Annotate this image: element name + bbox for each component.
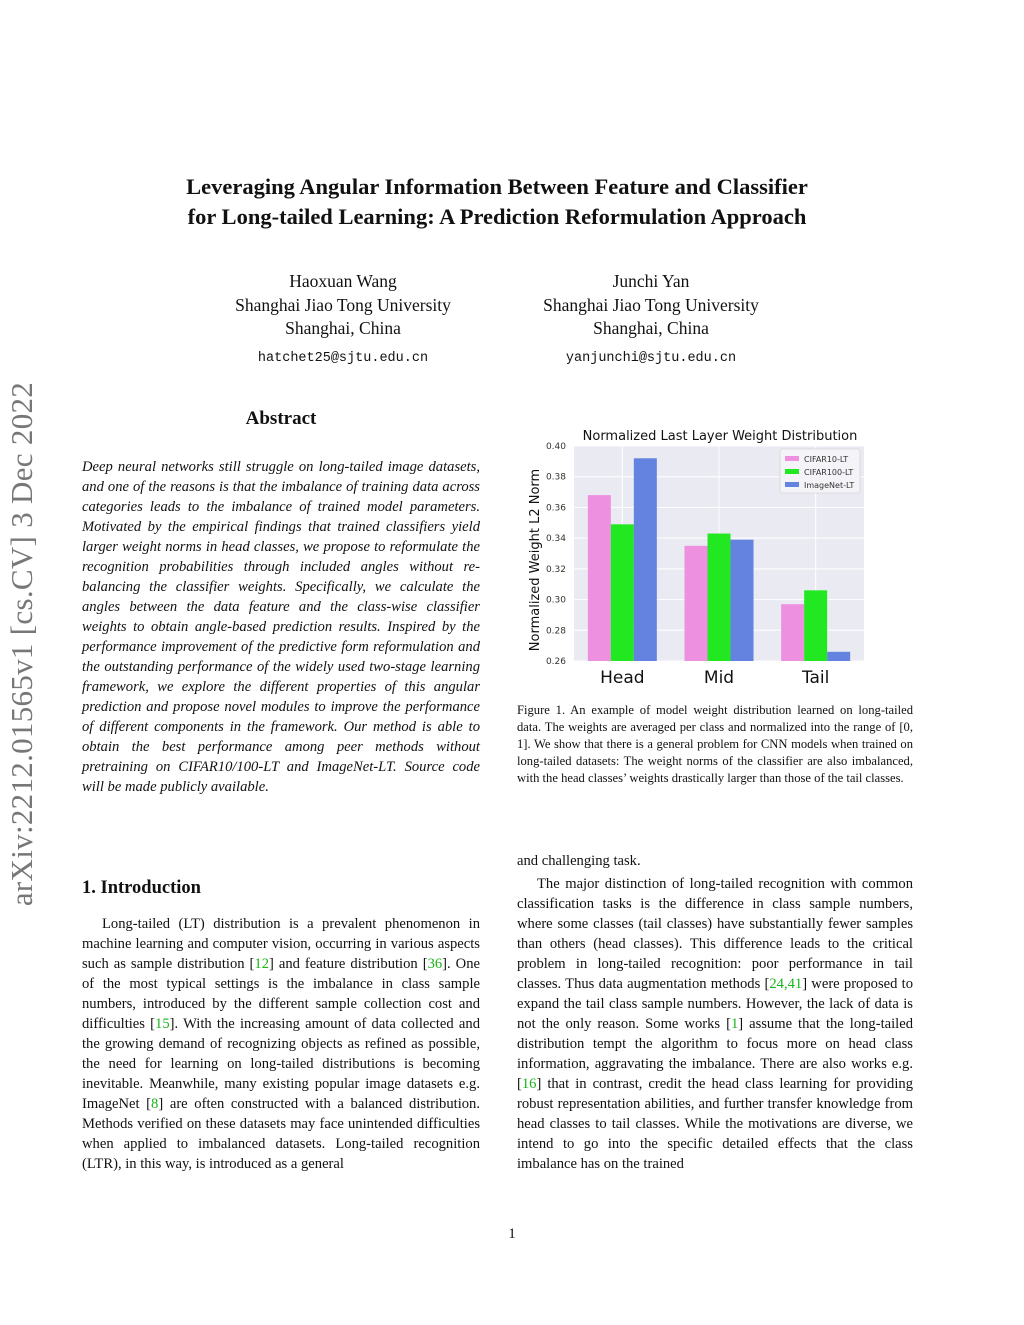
bar-cifar100-lt-head xyxy=(611,524,634,661)
legend-label: CIFAR100-LT xyxy=(804,468,854,477)
citation-link[interactable]: 12 xyxy=(254,956,269,972)
x-tick-label: Head xyxy=(600,668,645,688)
abstract-text: Deep neural networks still struggle on long-tailed image datasets, and one of the reasons is that the imbalance of training data across categories leads to the imbalance of trained model parameters. Motivated by the empirical findings that trained classifiers yield larger weight norms in head classes, we propose to reformulate the recognition probabilities through included angles without re-balancing the classifier weights. Specifically, we calculate the angles between the data feature and the class-wise classifier weights to obtain angle-based prediction results. Inspired by the performance improvement of the predictive form reformulation and the outstanding performance of the widely used two-stage learning framework, we explore the different properties of this angular prediction and propose novel modules to improve the performance of different components in the framework. Our method is able to obtain the best performance among peer methods without pretraining on CIFAR10/100-LT and ImageNet-LT. Source code will be made publicly available. xyxy=(82,459,480,795)
bar-cifar10-lt-mid xyxy=(685,546,708,661)
y-tick-label: 0.30 xyxy=(545,595,566,606)
y-tick-label: 0.40 xyxy=(545,442,566,452)
chart-legend xyxy=(780,449,860,493)
intro-paragraph: Long-tailed (LT) distribution is a prevalent phenomenon in machine learning and computer vision, occurring in various aspects such as sample distribution [12] and feature distribution [36]. One of the most typical settings is the imbalance in class sample numbers, introduced by the different sample collection cost and difficulties [15]. With the increasing amount of data collected and the growing demand of recognizing objects as refined as possible, the need for learning on long-tailed distributions is becoming inevitable. Meanwhile, many existing popular image datasets e.g. ImageNet [8] are often constructed with a balanced distribution. Methods verified on these datasets may face unintended difficulties when applied to imbalanced datasets. Long-tailed recognition (LTR), in this way, is introduced as a general xyxy=(82,916,480,1172)
y-tick-label: 0.34 xyxy=(545,534,566,545)
x-tick-label: Mid xyxy=(703,668,735,688)
bar-cifar100-lt-mid xyxy=(708,534,731,661)
y-tick-label: 0.36 xyxy=(545,503,566,514)
author-block-1 xyxy=(173,270,513,370)
arxiv-side-stamp: arXiv:2212.01565v1 [cs.CV] 3 Dec 2022 xyxy=(4,381,39,907)
citation-link[interactable]: 8 xyxy=(151,1096,159,1112)
y-tick-label: 0.32 xyxy=(545,564,566,575)
bar-cifar100-lt-tail xyxy=(804,590,827,661)
author-affiliation: Shanghai Jiao Tong University xyxy=(543,294,759,315)
legend-label: CIFAR10-LT xyxy=(804,455,849,464)
figure-caption: Figure 1. An example of model weight distribution learned on long-tailed data. The weights are averaged per class and normalized into the range of [0, 1]. We show that there is a general problem for CNN models when trained on long-tailed datasets: The weight norms of the classifier are also imbalanced, with the head classes’ weights drastically larger than those of the tail classes. xyxy=(517,703,913,785)
x-tick-label: Tail xyxy=(801,668,830,688)
y-tick-label: 0.28 xyxy=(545,626,566,637)
citation-link[interactable]: 41 xyxy=(787,976,803,992)
chart-title: Normalized Last Layer Weight Distribution xyxy=(582,429,858,444)
intro-paragraph-2: The major distinction of long-tailed recognition with common classification tasks is the difference in class sample numbers, where some classes (tail classes) have substantially fewer samples than others (head classes). This difference leads to the critical problem in long-tailed recognition: poor performance in tail classes. Thus data augmentation methods [24,41] were proposed to expand the tail class sample numbers. However, the lack of data is not the only reason. Some works [1] assume that the long-tailed distribution tempt the algorithm to focus more on head class information, aggravating the imbalance. There are also works e.g. [16] that in contrast, credit the head class learning for providing robust representation abilities, and further transfer knowledge from head classes to tail classes. While the motivations are diverse, we intend to go into the specific detailed effects that the class imbalance has on the trained xyxy=(517,876,913,1172)
bar-imagenet-lt-head xyxy=(634,458,657,661)
author-location: Shanghai, China xyxy=(593,318,709,338)
bar-cifar10-lt-head xyxy=(588,495,611,661)
author-affiliation: Shanghai Jiao Tong University xyxy=(235,294,451,315)
title-line-1: Leveraging Angular Information Between Feature and Classifier xyxy=(186,174,808,199)
weight-norm-bar-chart xyxy=(524,423,870,691)
citation-link[interactable]: 1 xyxy=(730,1016,739,1032)
bar-imagenet-lt-tail xyxy=(827,652,850,661)
intro-continuation: and challenging task. xyxy=(517,853,641,869)
author-email[interactable]: yanjunchi@sjtu.edu.cn xyxy=(565,350,737,366)
author-name: Junchi Yan xyxy=(612,271,690,291)
y-tick-label: 0.26 xyxy=(545,657,566,667)
page-number: 1 xyxy=(508,1226,516,1242)
title-line-2: for Long-tailed Learning: A Prediction Reformulation Approach xyxy=(187,204,807,229)
citation-link[interactable]: 16 xyxy=(521,1076,537,1092)
citation-link[interactable]: 24 xyxy=(769,976,784,992)
paper-title xyxy=(80,172,914,232)
author-name: Haoxuan Wang xyxy=(289,271,397,291)
chart-y-axis-label: Normalized Weight L2 Norm xyxy=(528,468,543,652)
author-block-2 xyxy=(481,270,821,370)
author-location: Shanghai, China xyxy=(285,318,401,338)
y-tick-label: 0.38 xyxy=(545,472,566,483)
bar-imagenet-lt-mid xyxy=(731,540,754,661)
section-heading: 1. Introduction xyxy=(82,878,201,898)
legend-label: ImageNet-LT xyxy=(804,481,855,490)
abstract-heading: Abstract xyxy=(245,408,317,429)
bar-cifar10-lt-tail xyxy=(781,604,804,661)
legend-swatch xyxy=(785,469,799,474)
author-email[interactable]: hatchet25@sjtu.edu.cn xyxy=(257,350,429,366)
legend-swatch xyxy=(785,456,799,461)
citation-link[interactable]: 15 xyxy=(155,1016,170,1032)
legend-swatch xyxy=(785,482,799,487)
citation-link[interactable]: 36 xyxy=(427,956,443,972)
